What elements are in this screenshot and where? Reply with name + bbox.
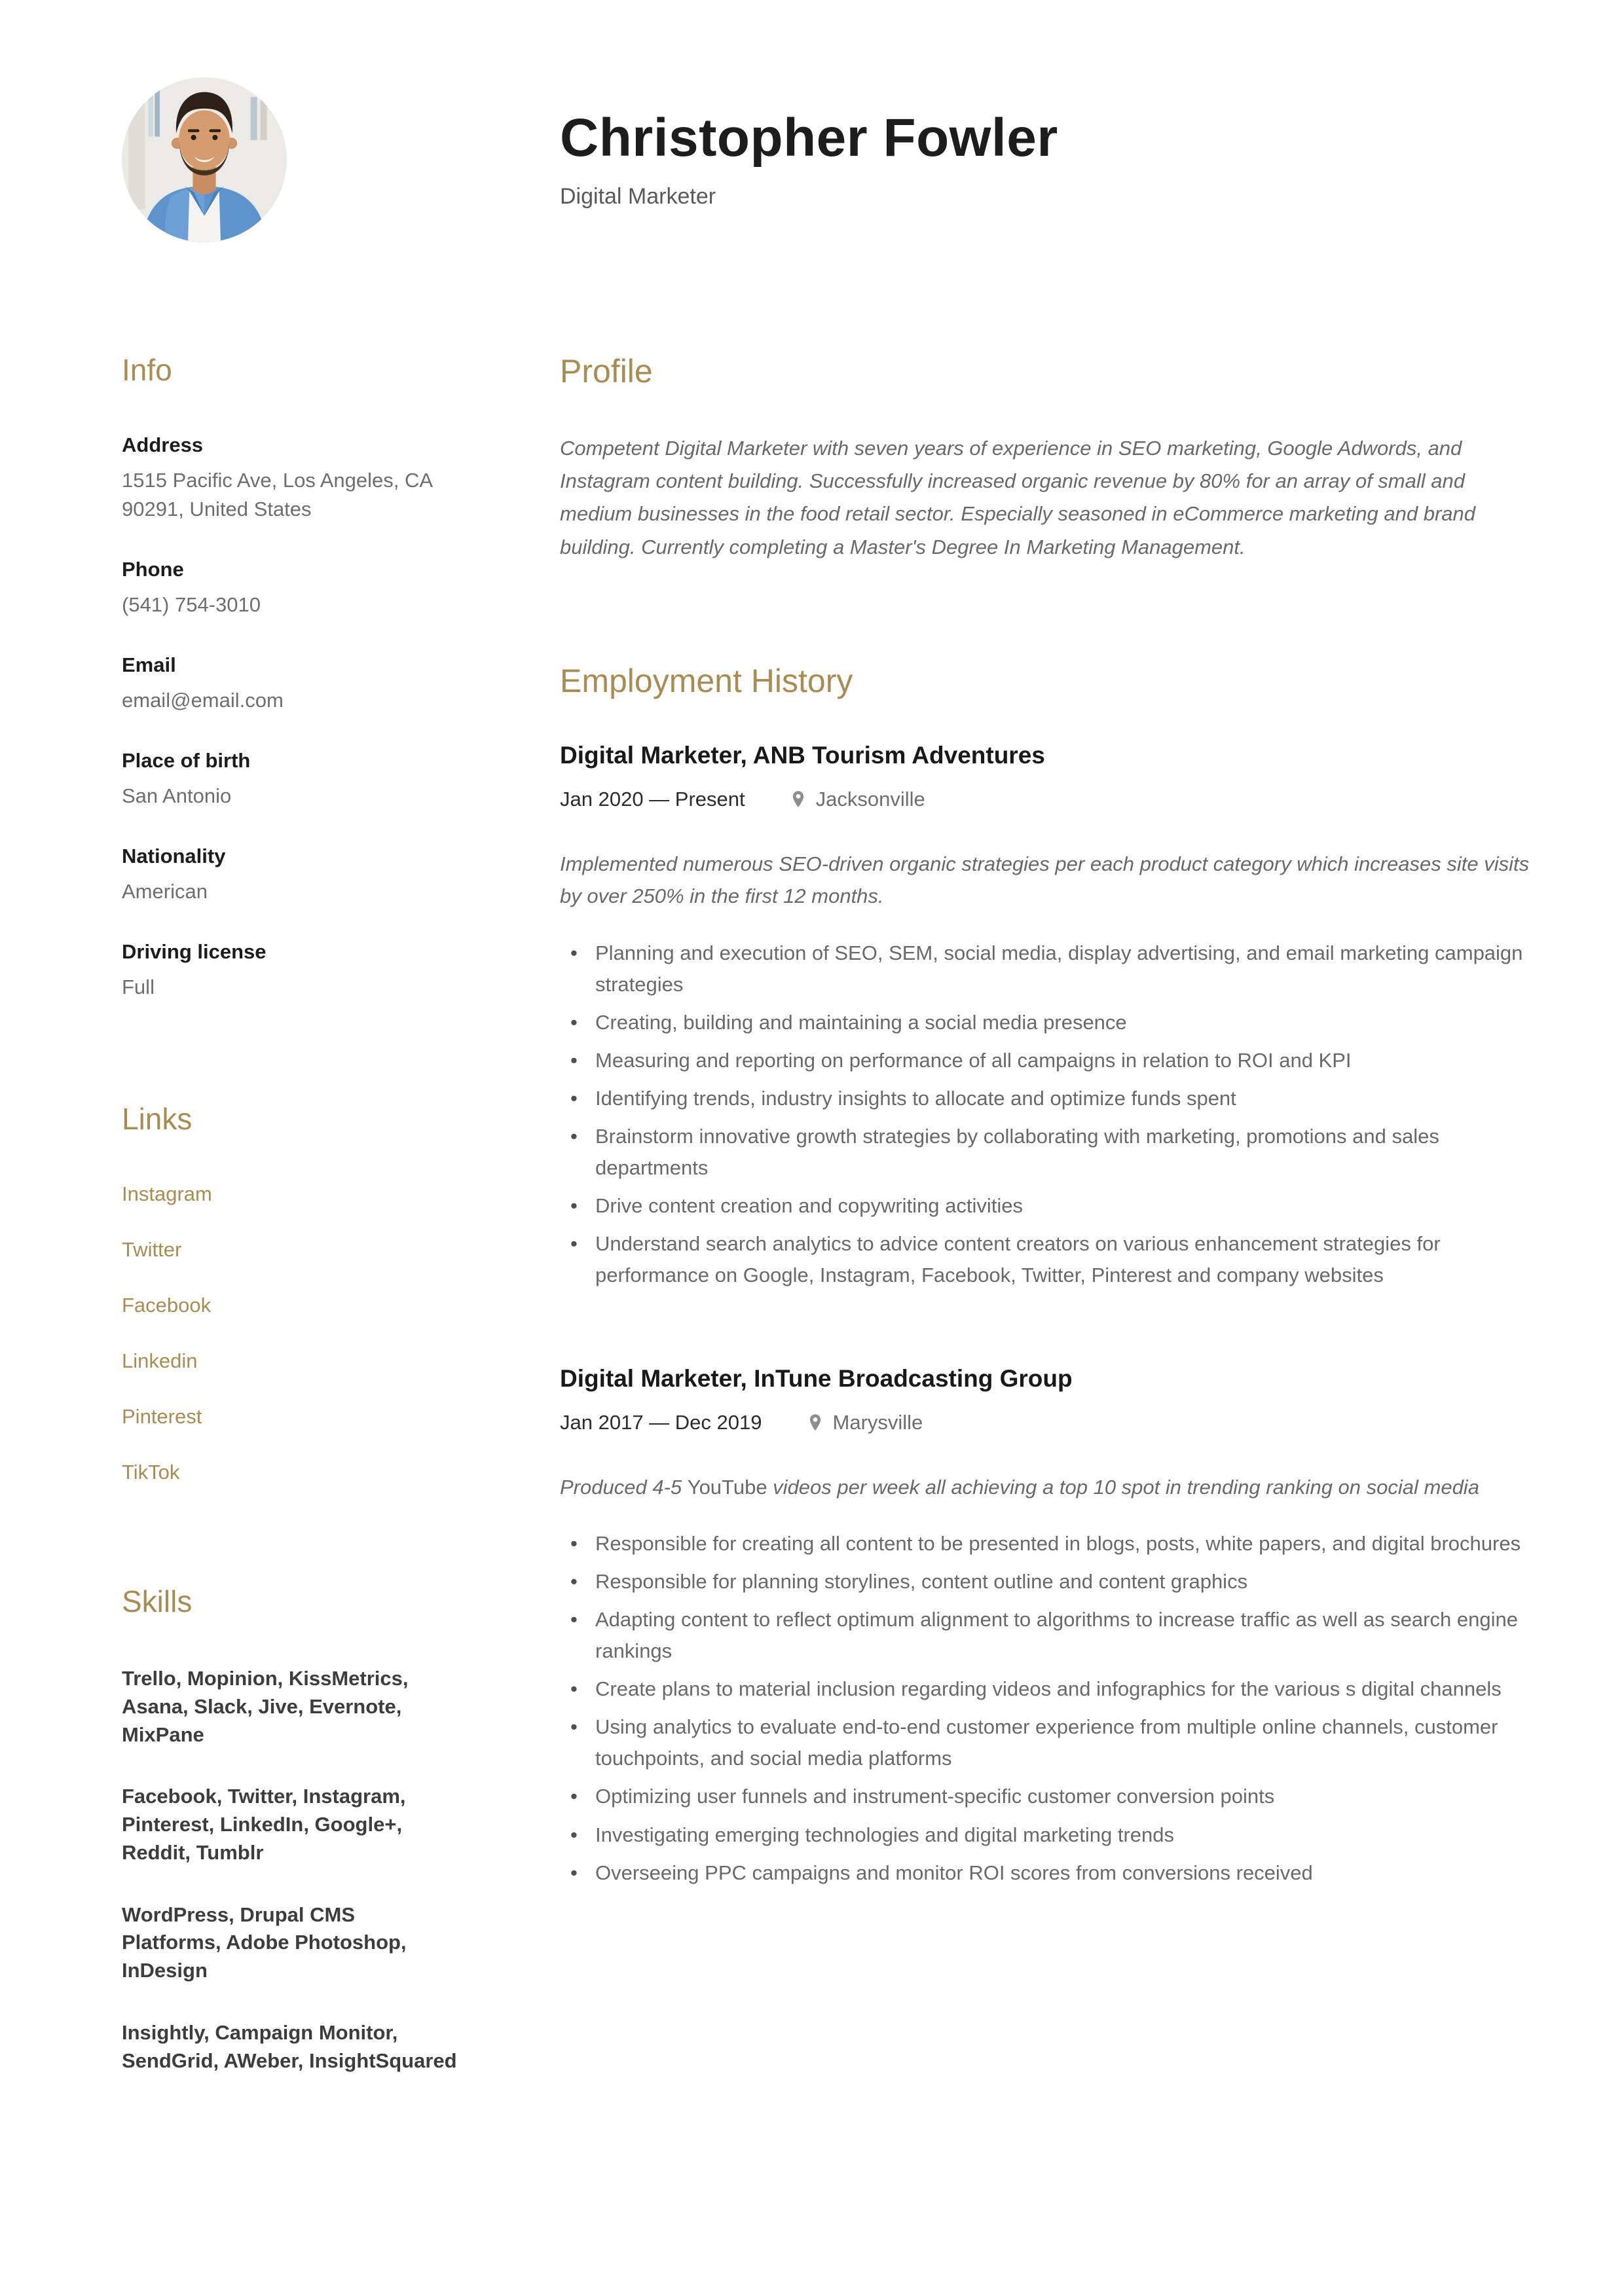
link-tiktok[interactable]: TikTok: [122, 1461, 180, 1484]
bullet-item: • Using analytics to evaluate end-to-end customer experience from multiple online channels, customer touchpoints, and social media platforms: [560, 1711, 1536, 1774]
info-heading: Info: [122, 353, 172, 387]
job-summary-text: Implemented numerous SEO-driven organic strategies per each product category which increases site visits by over 250% in the first 12 months.: [560, 852, 1530, 908]
job-meta: [560, 788, 1536, 811]
job-meta: [560, 1411, 1536, 1434]
job-summary-text: Produced 4-5: [560, 1475, 688, 1499]
profile-photo: [122, 77, 287, 242]
job-bullet-list: [560, 1528, 1536, 1888]
link-instagram[interactable]: Instagram: [122, 1182, 212, 1206]
field-label: Nationality: [122, 845, 226, 868]
profile-heading: Profile: [560, 353, 653, 390]
job-summary-text: videos per week all achieving a top 10 spot in trending ranking on social media: [767, 1475, 1479, 1499]
bullet-item: • Responsible for creating all content to be presented in blogs, posts, white papers, and digital brochures: [560, 1528, 1536, 1559]
info-field-place-of-birth: [122, 749, 459, 811]
job-title: Digital Marketer, ANB Tourism Adventures: [560, 741, 1045, 769]
job-title: Digital Marketer, InTune Broadcasting Group: [560, 1364, 1073, 1392]
profile-photo-illustration: [122, 77, 287, 242]
bullet-item: • Planning and execution of SEO, SEM, social media, display advertising, and email marketing campaign strategies: [560, 938, 1536, 1000]
link-linkedin[interactable]: Linkedin: [122, 1349, 198, 1373]
job-dates: Jan 2017 — Dec 2019: [560, 1410, 762, 1434]
info-field-address: [122, 433, 459, 524]
link-pinterest[interactable]: Pinterest: [122, 1405, 202, 1429]
field-value: San Antonio: [122, 784, 232, 808]
job-location: [788, 788, 925, 811]
bullet-item: • Investigating emerging technologies and digital marketing trends: [560, 1819, 1536, 1851]
field-value: 1515 Pacific Ave, Los Angeles, CA 90291, United States: [122, 469, 432, 521]
page-title-name: Christopher Fowler: [560, 108, 1058, 168]
bullet-item: • Understand search analytics to advice content creators on various enhancement strategies for performance on Google, Instagram, Facebook, Twitter, Pinterest and company websites: [560, 1228, 1536, 1291]
field-value: American: [122, 880, 208, 903]
job-location-text: Jacksonville: [815, 787, 925, 811]
skill-group: WordPress, Drupal CMS Platforms, Adobe Photoshop, InDesign: [122, 1903, 407, 1982]
bullet-item: • Adapting content to reflect optimum alignment to algorithms to increase traffic as well as search engine rankings: [560, 1604, 1536, 1667]
job-summary: [560, 1471, 1536, 1504]
job-location: [805, 1411, 923, 1434]
link-facebook[interactable]: Facebook: [122, 1294, 212, 1317]
skills-section: [122, 1584, 459, 2075]
profile-text: Competent Digital Marketer with seven years of experience in SEO marketing, Google Adwords, and Instagram content building. Successfully increased organic revenue by 80% for an array of small and medium businesses in the food retail sector. Especially seasoned in eCommerce marketing and brand building. Currently completing a Master's Degree In Marketing Management.: [560, 437, 1476, 558]
bullet-item: • Measuring and reporting on performance of all campaigns in relation to ROI and KPI: [560, 1045, 1536, 1076]
field-label: Place of birth: [122, 749, 251, 773]
field-label: Address: [122, 433, 204, 456]
info-field-phone: [122, 558, 459, 619]
skill-group: Facebook, Twitter, Instagram, Pinterest, LinkedIn, Google+, Reddit, Tumblr: [122, 1785, 406, 1864]
links-section: [122, 1101, 459, 1484]
map-pin-icon: [805, 1413, 825, 1432]
skill-group: Insightly, Campaign Monitor, SendGrid, AWeber, InsightSquared: [122, 2021, 457, 2072]
job-summary: [560, 848, 1536, 913]
skills-heading: Skills: [122, 1584, 193, 1619]
job-entry-intune-broadcasting: [560, 1365, 1536, 1889]
job-bullet-list: [560, 938, 1536, 1291]
header-job-title: Digital Marketer: [560, 183, 716, 209]
info-field-nationality: [122, 845, 459, 906]
links-heading: Links: [122, 1102, 193, 1137]
job-summary-text: YouTube: [687, 1475, 767, 1499]
job-entry-anb-tourism: [560, 742, 1536, 1292]
map-pin-icon: [788, 790, 808, 809]
job-location-text: Marysville: [832, 1410, 923, 1434]
field-value: (541) 754-3010: [122, 593, 261, 617]
bullet-item: • Responsible for planning storylines, content outline and content graphics: [560, 1566, 1536, 1597]
bullet-item: • Creating, building and maintaining a social media presence: [560, 1007, 1536, 1038]
photo-cell: [122, 77, 459, 242]
bullet-item: • Brainstorm innovative growth strategies by collaborating with marketing, promotions and sales departments: [560, 1121, 1536, 1184]
job-dates: Jan 2020 — Present: [560, 787, 745, 811]
info-field-email: [122, 653, 459, 715]
bullet-item: • Identifying trends, industry insights to allocate and optimize funds spent: [560, 1083, 1536, 1114]
main-content: [560, 352, 1536, 2075]
field-label: Phone: [122, 558, 184, 581]
skill-group: Trello, Mopinion, KissMetrics, Asana, Slack, Jive, Evernote, MixPane: [122, 1667, 409, 1746]
info-section: [122, 352, 459, 1002]
sidebar: [122, 352, 459, 2075]
bullet-item: • Overseeing PPC campaigns and monitor ROI scores from conversions received: [560, 1857, 1536, 1889]
field-label: Email: [122, 653, 176, 677]
field-label: Driving license: [122, 940, 267, 964]
info-field-driving-license: [122, 940, 459, 1002]
link-twitter[interactable]: Twitter: [122, 1238, 182, 1262]
employment-history-heading: Employment History: [560, 662, 853, 699]
field-value: Full: [122, 975, 155, 999]
bullet-item: • Optimizing user funnels and instrument-specific customer conversion points: [560, 1781, 1536, 1812]
header: [560, 77, 1536, 242]
bullet-item: • Create plans to material inclusion regarding videos and infographics for the various s digital channels: [560, 1673, 1536, 1705]
field-value: email@email.com: [122, 689, 284, 712]
bullet-item: • Drive content creation and copywriting activities: [560, 1190, 1536, 1222]
